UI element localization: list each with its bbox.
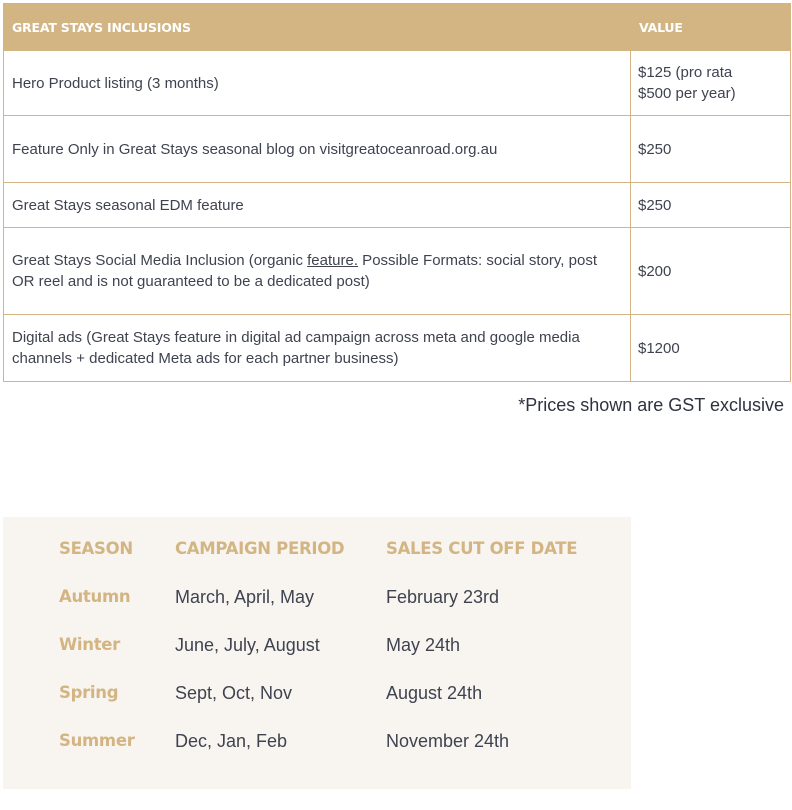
- sales-cutoff-date: May 24th: [386, 635, 461, 655]
- season-table: [3, 517, 631, 789]
- campaign-period: March, April, May: [175, 587, 315, 607]
- season-header: SEASON: [59, 539, 133, 558]
- inclusion-item: Great Stays seasonal EDM feature: [4, 183, 631, 228]
- table-row: [4, 315, 791, 382]
- inclusion-value: $1200: [631, 315, 791, 382]
- inclusion-value-line: $125 (pro rata: [638, 64, 733, 81]
- table-row: [4, 183, 791, 228]
- table-row: [3, 731, 631, 755]
- inclusions-header-value: VALUE: [631, 4, 791, 51]
- inclusion-item: Digital ads (Great Stays feature in digital ad campaign across meta and google media channels + dedicated Meta ads for each partner business): [4, 315, 631, 382]
- sales-cutoff-date: November 24th: [386, 731, 510, 751]
- inclusion-item: [4, 228, 631, 315]
- gst-note: *Prices shown are GST exclusive: [518, 395, 784, 415]
- sales-cutoff-date: February 23rd: [386, 587, 500, 607]
- inclusion-item: Hero Product listing (3 months): [4, 51, 631, 116]
- feature-link[interactable]: feature.: [307, 252, 359, 269]
- inclusion-value-line: $500 per year): [638, 85, 736, 102]
- inclusion-item-text: Possible Formats: social story, post OR reel and is not guaranteed to be a dedicated post): [12, 252, 597, 290]
- season-name: Winter: [59, 635, 121, 654]
- table-row: [3, 635, 631, 659]
- inclusion-value: [631, 51, 791, 116]
- season-name: Spring: [59, 683, 119, 702]
- inclusion-item: Feature Only in Great Stays seasonal blog on visitgreatoceanroad.org.au: [4, 116, 631, 183]
- inclusions-header-item: GREAT STAYS INCLUSIONS: [4, 4, 631, 51]
- inclusions-header-row: [4, 4, 791, 51]
- sales-cutoff-header: SALES CUT OFF DATE: [386, 539, 578, 558]
- inclusions-table: [3, 3, 791, 382]
- sales-cutoff-date: August 24th: [386, 683, 483, 703]
- table-row: [4, 51, 791, 116]
- inclusion-value: $200: [631, 228, 791, 315]
- table-row: [4, 228, 791, 315]
- inclusion-value: $250: [631, 116, 791, 183]
- season-name: Autumn: [59, 587, 131, 606]
- campaign-period-header: CAMPAIGN PERIOD: [175, 539, 345, 558]
- table-row: [3, 683, 631, 707]
- campaign-period: June, July, August: [175, 635, 320, 655]
- season-header-row: [3, 539, 631, 563]
- table-row: [4, 116, 791, 183]
- campaign-period: Sept, Oct, Nov: [175, 683, 293, 703]
- table-row: [3, 587, 631, 611]
- inclusion-item-text: Great Stays Social Media Inclusion (organic: [12, 252, 308, 269]
- inclusion-value: $250: [631, 183, 791, 228]
- campaign-period: Dec, Jan, Feb: [175, 731, 288, 751]
- season-name: Summer: [59, 731, 135, 750]
